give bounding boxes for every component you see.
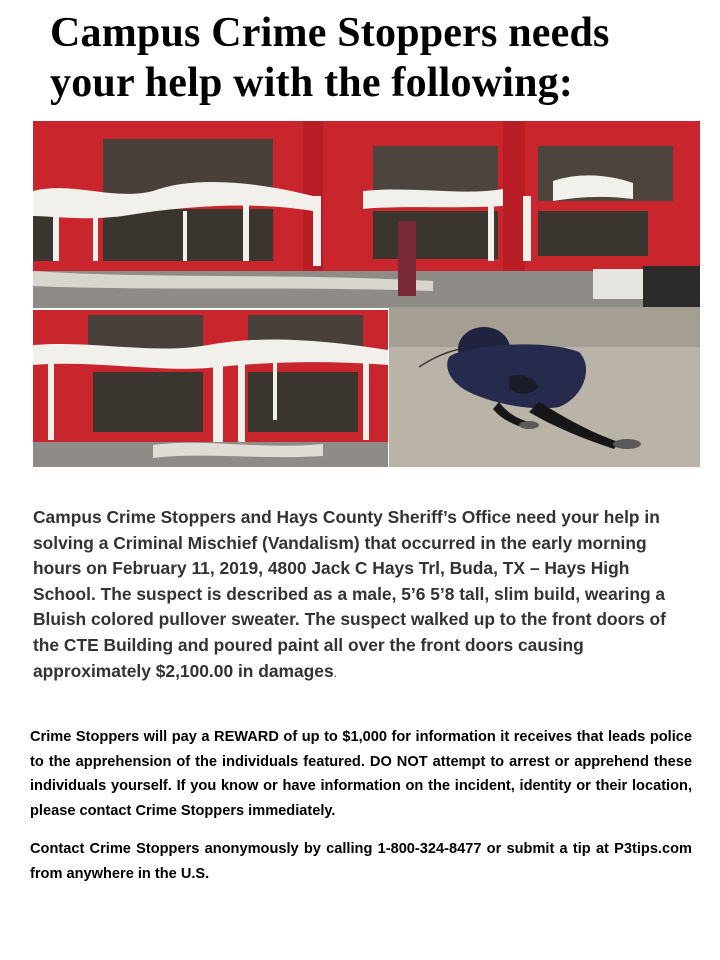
title-line-1: Campus Crime Stoppers needs [50, 10, 610, 56]
suspect-illustration [389, 307, 700, 467]
reward-notice: Crime Stoppers will pay a REWARD of up to $1,000 for information it receives that leads police to the apprehension of the individuals featured. DO NOT attempt to arrest or apprehend these individuals yourself. If you know or have information on the incident, identity or their location, please contact Crime Stoppers immediately. [30, 729, 692, 819]
suspect-surveillance-photo [389, 307, 700, 467]
incident-description [33, 505, 688, 686]
vandalized-red-doors-photo [33, 121, 700, 308]
page-title [50, 8, 710, 108]
incident-description-text: Campus Crime Stoppers and Hays County Sheriff’s Office need your help in solving a Criminal Mischief (Vandalism) that occurred in the early morning hours on February 11, 2019, 4800 Jack C Hays Trl, Buda, TX – Hays High School. The suspect is described as a male, 5’6 5’8 tall, slim build, wearing a Bluish colored pullover sweater. The suspect walked up to the front doors of the CTE Building and poured paint all over the front doors causing approximately $2,100.00 in damages [33, 507, 666, 681]
doors-bottom-illustration [33, 310, 388, 467]
incident-description-period: . [333, 665, 337, 680]
contact-info: Contact Crime Stoppers anonymously by calling 1-800-324-8477 or submit a tip at P3tips.com from anywhere in the U.S. [30, 841, 692, 882]
vandalized-red-doors-closeup-photo [33, 310, 388, 467]
doors-top-illustration [33, 121, 700, 308]
title-line-2: your help with the following: [50, 60, 574, 106]
